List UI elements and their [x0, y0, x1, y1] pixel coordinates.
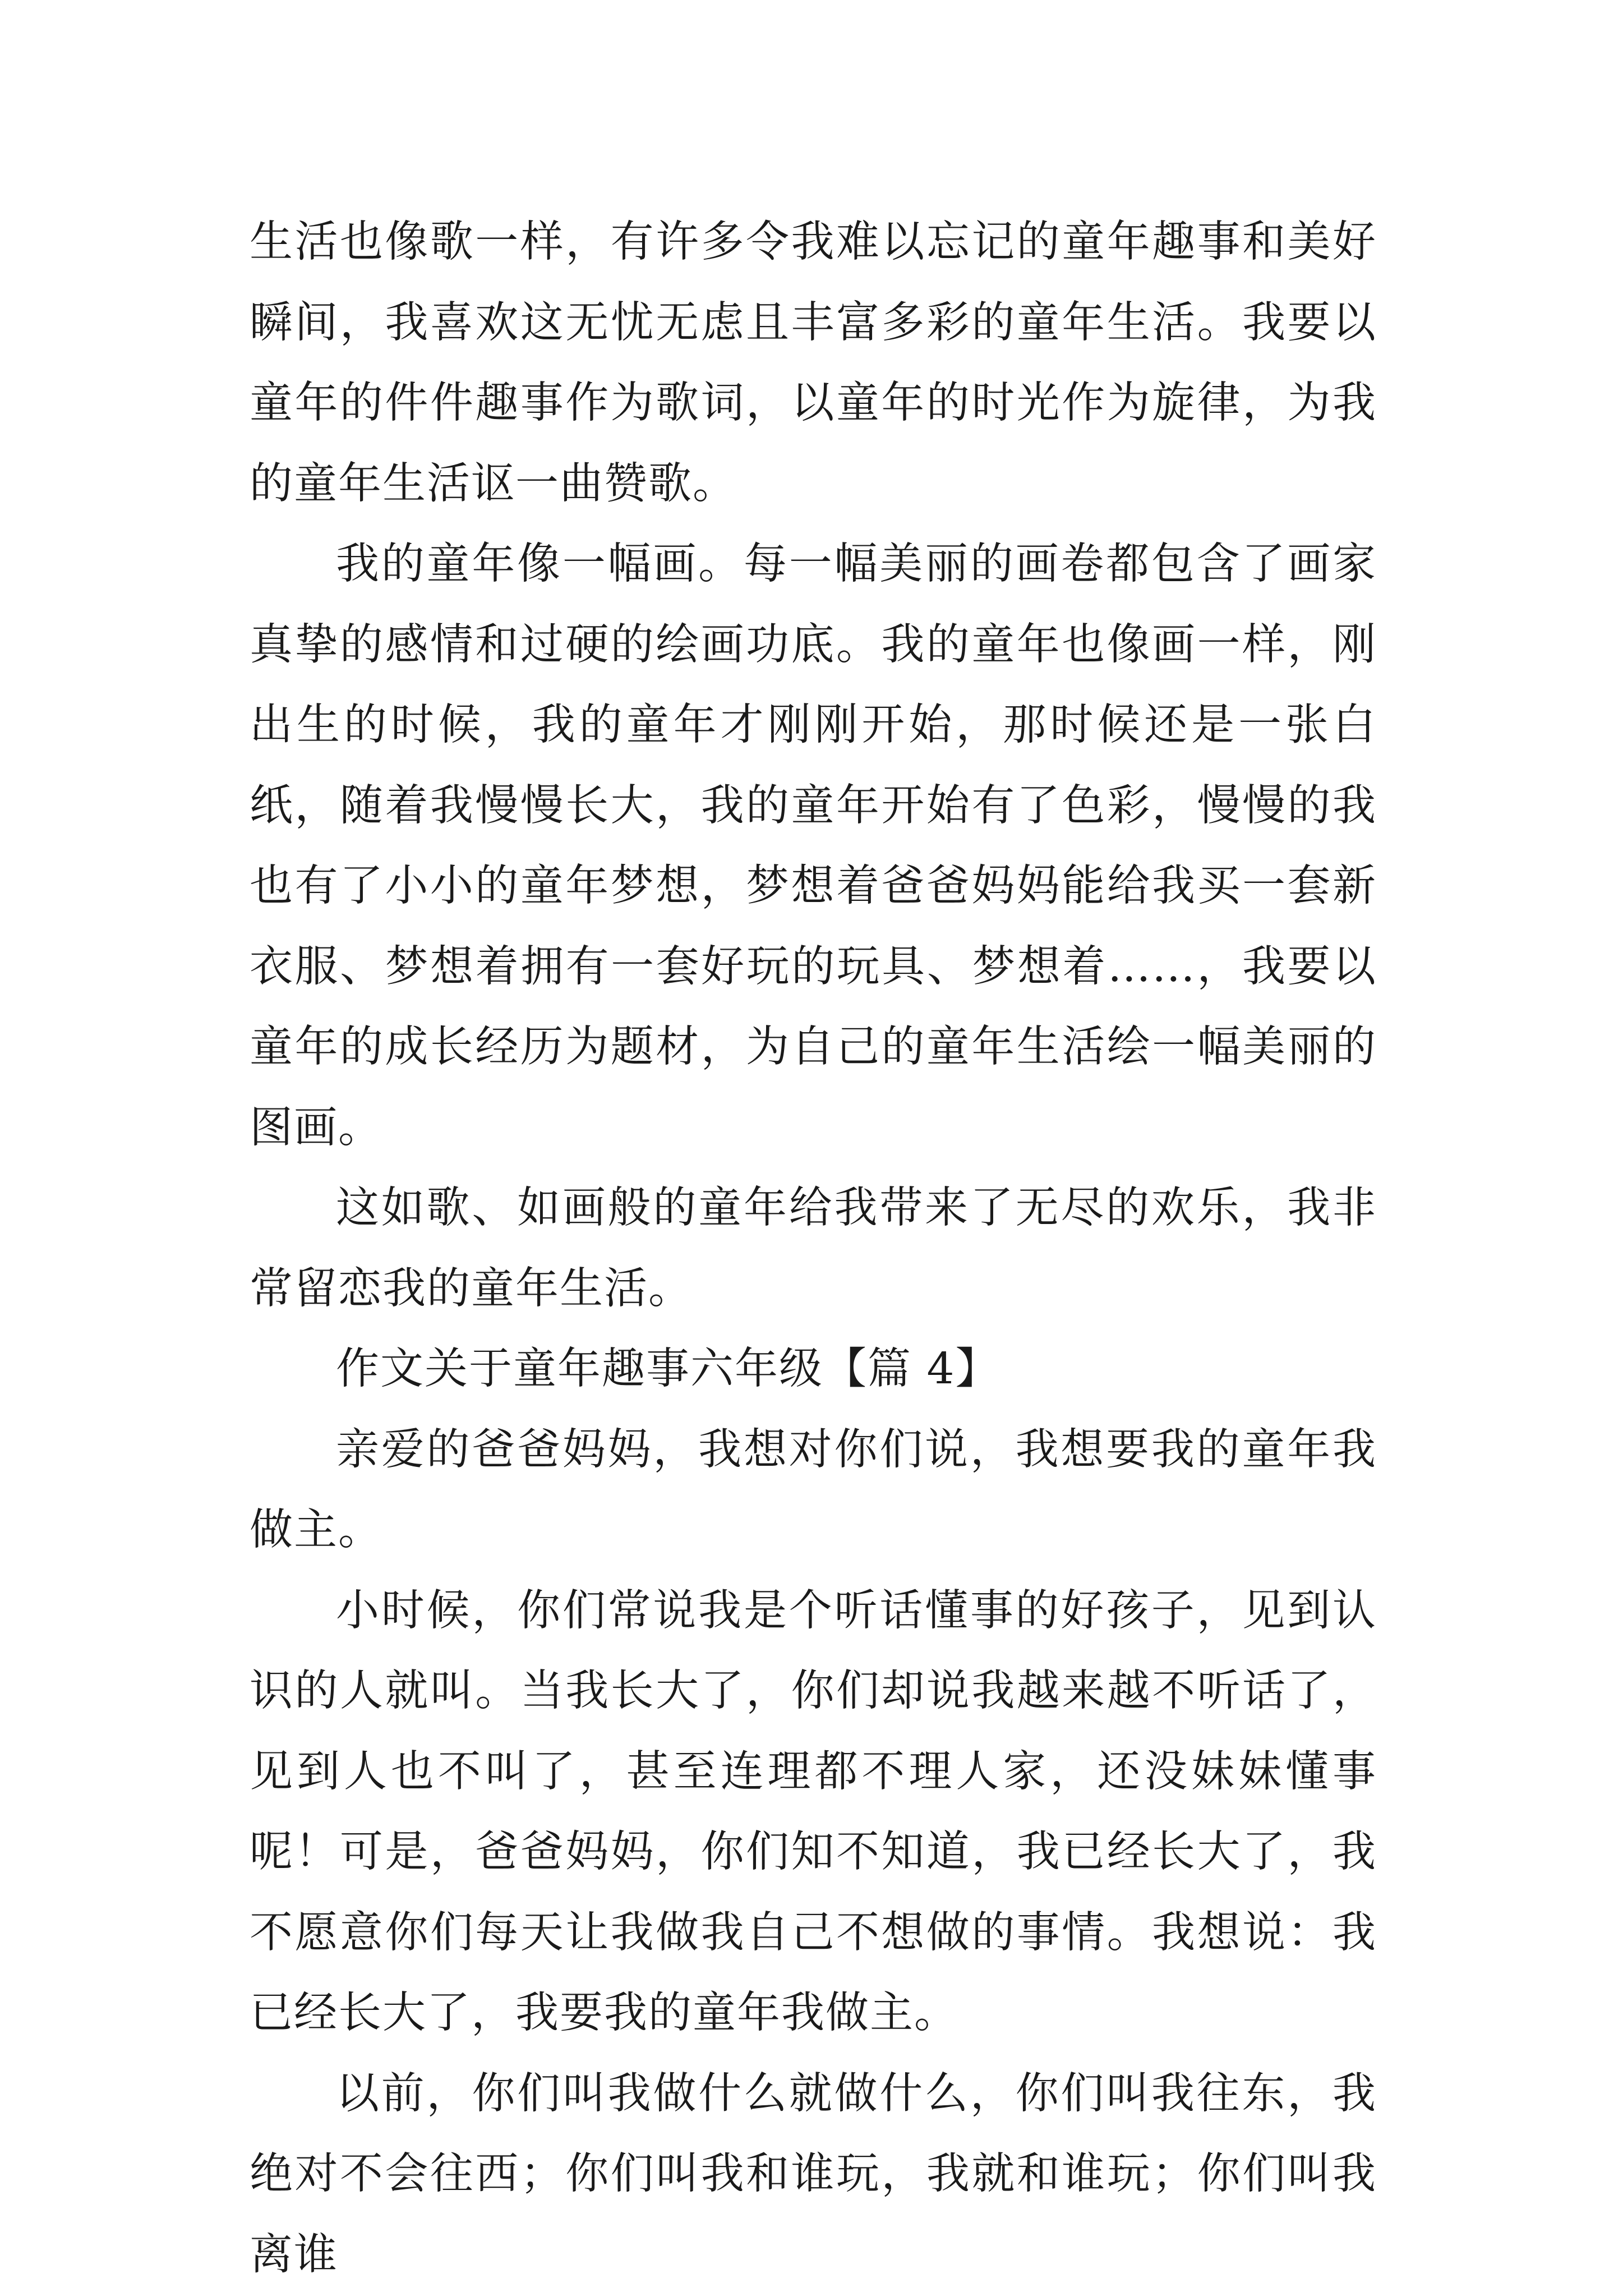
paragraph-6: 以前，你们叫我做什么就做什么，你们叫我往东，我绝对不会往西；你们叫我和谁玩，我就和谁玩；你们叫我离谁 [250, 2068, 1377, 2280]
paragraph-2: 我的童年像一幅画。每一幅美丽的画卷都包含了画家真挚的感情和过硬的绘画功底。我的童年也像画一样，刚出生的时候，我的童年才刚刚开始，那时候还是一张白纸，随着我慢慢长大，我的童年开始有了色彩，慢慢的我也有了小小的童年梦想，梦想着爸爸妈妈能给我买一套新衣服、梦想着拥有一套好玩的玩具、梦想着……，我要以童年的成长经历为题材，为自己的童年生活绘一幅美丽的图画。 [250, 539, 1377, 1153]
document-body [250, 202, 1377, 2295]
paragraph-1: 生活也像歌一样，有许多令我难以忘记的童年趣事和美好瞬间，我喜欢这无忧无虑且丰富多彩的童年生活。我要以童年的件件趣事作为歌词，以童年的时光作为旋律，为我的童年生活讴一曲赞歌。 [250, 217, 1377, 509]
paragraph-4: 亲爱的爸爸妈妈，我想对你们说，我想要我的童年我做主。 [250, 1424, 1377, 1555]
paragraph-3: 这如歌、如画般的童年给我带来了无尽的欢乐，我非常留恋我的童年生活。 [250, 1183, 1377, 1314]
paragraph-5: 小时候，你们常说我是个听话懂事的好孩子，见到认识的人就叫。当我长大了，你们却说我越来越不听话了，见到人也不叫了，甚至连理都不理人家，还没妹妹懂事呢！可是，爸爸妈妈，你们知不知道，我已经长大了，我不愿意你们每天让我做我自己不想做的事情。我想说：我已经长大了，我要我的童年我做主。 [250, 1585, 1377, 2038]
section-heading: 作文关于童年趣事六年级【篇 4】 [336, 1344, 1000, 1394]
